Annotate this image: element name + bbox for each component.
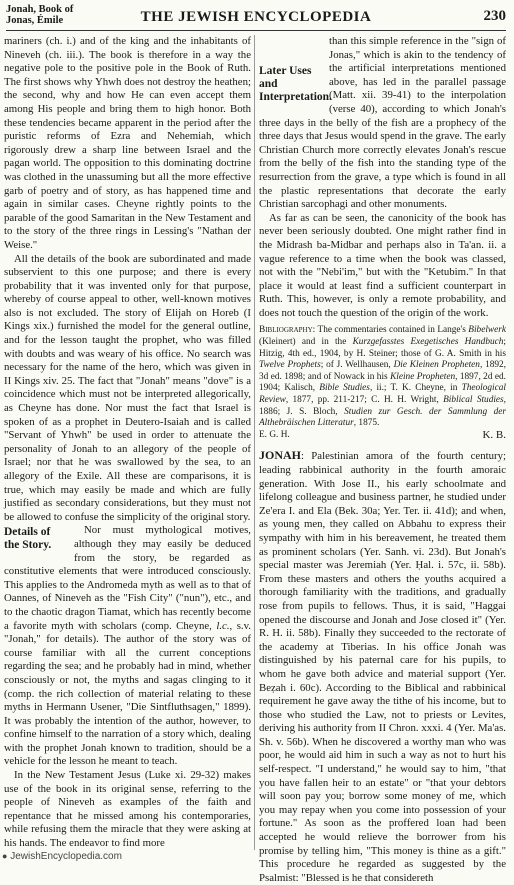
running-head-line2: Jonas, Émile xyxy=(6,15,64,26)
side-heading-later-uses: Later Uses and Interpretation. xyxy=(259,65,332,103)
paragraph: Nor must mythological motives, although they may easily be deduced from the story, be regarded as constitutive elements that were introduced consciously. This applies to the Andromeda myth as well as to that of Oannes, of Nineveh as the "Fish City" ("nun"), etc., and to the chaotic dragon Tiamat, which has recently become a favorite myth with scholars (comp. Cheyne, l.c., s.v. "Jonah," for details). The author of the story was of course familiar with all the current conceptions regarding the sea; and he probably had in mind, whether consciously or not, the myths and sagas clinging to it (comp. the rich collection of material relating to these myths in Hermann Usener, "Die Sintfluthsagen," 1899). It was probably the intention of the author, however, to confine himself to the narration of a story which, dealing with the prophet Jonah known to tradition, should be a vehicle for the lesson he meant to teach. xyxy=(4,524,251,768)
footer-link[interactable]: JewishEncyclopedia.com xyxy=(10,851,122,862)
header-rule xyxy=(6,30,506,31)
column-divider xyxy=(254,35,255,850)
globe-icon: ● xyxy=(2,851,8,861)
article-jonah xyxy=(259,449,506,885)
left-column xyxy=(4,35,251,850)
publication-title: THE JEWISH ENCYCLOPEDIA xyxy=(140,9,372,25)
paragraph-text: All the details of the book are subordinated and made subservient to this one purpose; and there is every probability that it was invented only for that purpose, whereby of course appeal to other, well-known motives also is not excluded. The story of Elijah on Horeb (I Kings xix.) furnished the model for the general outline, and for the lesson taught the prophet, who was filled with doubts and was weary of his office. No search was necessary for the name of the hero, which was given in II Kings xiv. 25. The fact that "Jonah" means "dove" is a coincidence which must not be interpreted allegorically, as Cheyne has done. Nor must the fact that Israel is spoken of as a prophet in Deutero-Isaiah and is called "Servant of Yhwh" be used in order to attenuate the personality of Jonah to an allegory of the people of Israel; nor that he was swallowed by the sea, to an allegory of the Exile. All these are comparisons, it is true, which may easily be made and which are fully justified as secondary considerations, but they must not be allowed to confuse the simplicity of the original story. xyxy=(4,252,251,523)
paragraph: As far as can be seen, the canonicity of the book has never been seriously doubted. One might rather find in the Midrash ba-Midbar and perhaps also in Ta'an. ii. a vague reference to a time when the book was classed, not with the "Nebi'im," but with the "Ketubim." In that place it would at least find a sufficient counterpart in Ruth. This, however, is only a remote probability, and does not touch the question of the origin of the work. xyxy=(259,211,506,319)
bibliography-label: Bibliography xyxy=(259,325,313,336)
article-body: : Palestinian amora of the fourth century; leading rabbinical authority in the fourth amoraic generation. With Jose II., his early schoolmate and lifelong colleague and business partner, he studied under Ze'era I. and Ela (Bek. 30a; Yer. Ter. ii. 41d); and when, as young men, they called on Abbahu to express their sympathy with him in his bereavement, he treated them as prominent scholars (Yer. Sanh. vi. 23d). But Jonah's special master was Jeremiah (Yer. Ḥal. i. 57c, ii. 58b). From these masters and others the youths acquired a thorough familiarity with the traditions, and gradually rose from pupils to fellows. Thus, it is said, "Haggai opened the discourse and Jonah and Jose closed it" (Yer. R. H. ii. 58b). Finally they succeeded to the rectorate of the academy at Tiberias. In his office Jonah was distinguished by his paternal care for his pupils, to whom he gave both advice and material support (Yer. Beẓah i. 60c). According to the Biblical and rabbinical requirement he gave away the tithe of his income, but to those who studied the Law, not to priests or Levites, deriving his authority from II Chron. xxxi. 4 (Yer. Ma'as. Sh. v. 56b). When he discovered a worthy man who was poor, he would aid him in such a way as not to hurt his self-respect. "I understand," he would say to him, "that you have fallen heir to an estate" or "that your debtors will soon pay you; borrow some money of me, which you may repay when you come into possession of your fortune." As soon as the proffered loan had been accepted he would relieve the borrower from his promise by telling him, "This money is thine as a gift." This procedure he regarded as suggested by the Psalmist: "Blessed is he that considereth xyxy=(259,450,506,884)
author-signature xyxy=(259,430,506,442)
page-number: 230 xyxy=(483,8,506,24)
paragraph: Later Uses and Interpretation. than this simple reference in the "sign of Jonas," which is akin to the tendency of the artificial interpretations mentioned above, has led in the parallel passage (Matt. xii. 39-41) to the interpolation (verse 40), according to which Jonah's three days in the belly of the fish are a prophecy of the three days that Jesus would spend in the grave. The early Christian Church more correctly elevates Jonah's rescue from the belly of the fish into the standing type of the resurrection from the grave, a type which is found in all the plastic representations that decorate the early Christian sarcophagi and other monuments. xyxy=(259,35,506,211)
article-title: JONAH xyxy=(259,448,301,463)
bibliography: Bibliography: The commentaries contained in Lange's Bibelwerk (Kleinert) and in the Kurzgefasstes Exegetisches Handbuch; Hitzig, 4th ed., 1904, by H. Steiner; those of G. A. Smith in his Twelve Prophets; of J. Wellhausen, Die Kleinen Propheten, 1892, 3d ed. 1898; and of Nowack in his Kleine Propheten, 1897, 2d ed. 1904; Kalisch, Bible Studies, ii.; T. K. Cheyne, in Theological Review, 1877, pp. 211-217; C. H. H. Wright, Biblical Studies, 1886; J. S. Bloch, Studien zur Gesch. der Sammlung der Althebräischen Litteratur, 1875. xyxy=(259,325,506,429)
running-head-line1: Jonah, Book of xyxy=(6,4,74,15)
signature-left: E. G. H. xyxy=(259,429,290,440)
paragraph xyxy=(4,253,251,525)
right-column xyxy=(259,35,506,884)
page-header xyxy=(6,4,506,31)
side-heading-details-of-the-story: Details of the Story. xyxy=(4,526,52,552)
signature-right: K. B. xyxy=(482,428,506,441)
paragraph: mariners (ch. i.) and of the king and the inhabitants of Nineveh (ch. iii.). The book is therefore in a way the negative pole to the positive pole in the Book of Ruth. The first shows why Yhwh does not destroy the heathen; the second, why and how He can even accept them among His people and bring them to high honor. Both these tendencies became apparent in the period after the puristic reforms of Ezra and Nehemiah, which rigorously drew a sharp line between Israel and the pagan world. The opposition to this dominating doctrine was clothed in the unassuming but all the more effective garb of poetry and of story, as has happened time and again in similar cases. Cheyne rightly points to the parable of the good Samaritan in the New Testament and to the story of the three rings in Lessing's "Nathan der Weise." xyxy=(4,35,251,251)
site-footer[interactable] xyxy=(2,851,122,862)
paragraph: In the New Testament Jesus (Luke xi. 29-32) makes use of the book in its original sense, referring to the people of Nineveh as examples of the faith and repentance that he missed among his contemporaries, while refusing them the miracle that they were asking at his hands. The endeavor to find more xyxy=(4,769,251,850)
